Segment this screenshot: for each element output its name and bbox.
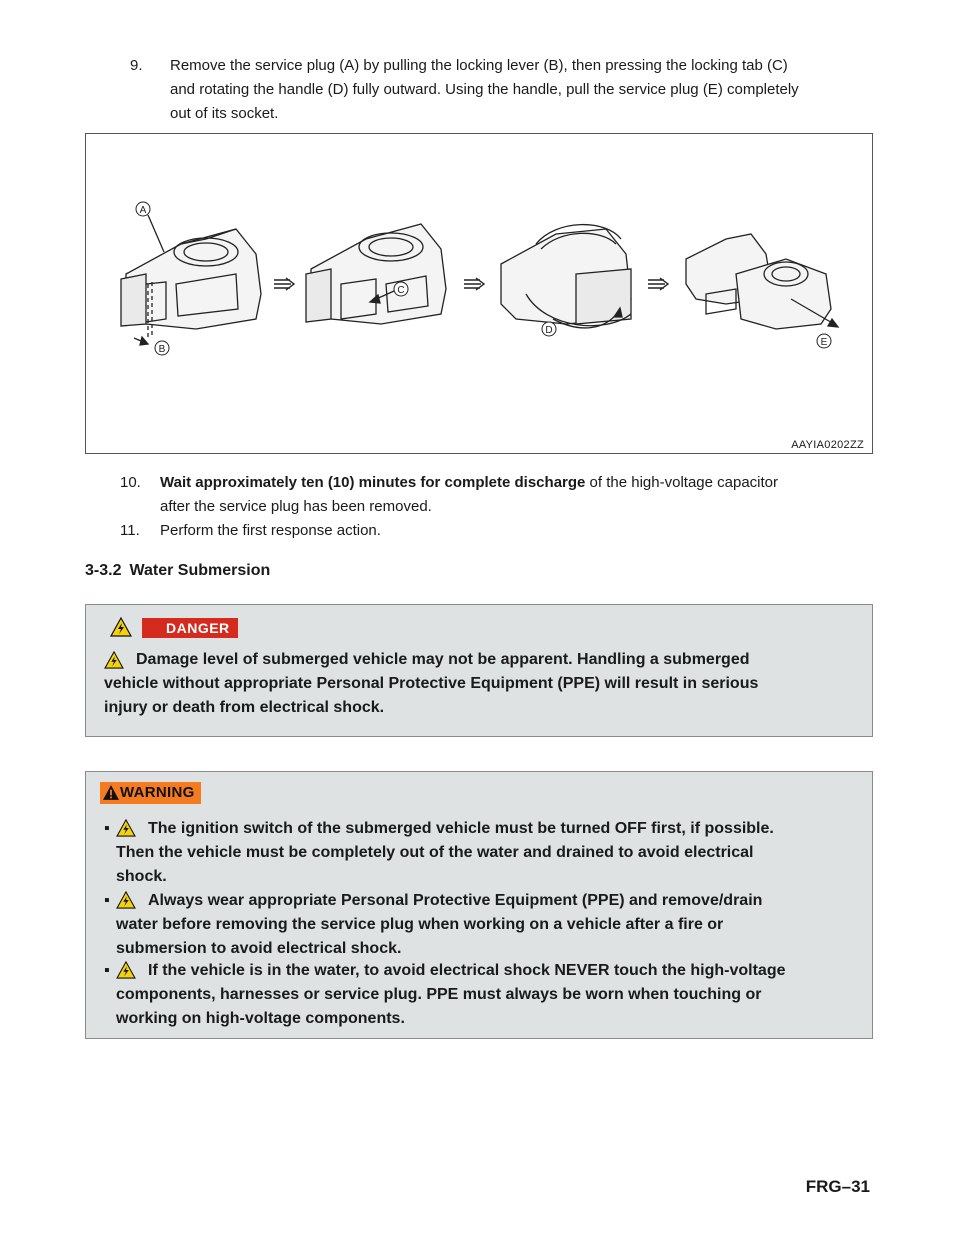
callout-d: D	[545, 325, 553, 336]
service-plug-illustration	[86, 134, 872, 453]
step-11	[120, 518, 890, 544]
callout-a: A	[139, 205, 147, 216]
high-voltage-icon	[110, 617, 132, 637]
step-text-line: out of its socket.	[170, 105, 279, 122]
danger-box	[85, 604, 873, 737]
step-text-line: Perform the first response action.	[160, 522, 381, 539]
step-text-line: Remove the service plug (A) by pulling the locking lever (B), then pressing the locking tab (C)	[170, 57, 788, 74]
warning-item-line: If the vehicle is in the water, to avoid electrical shock NEVER touch the high-voltage	[148, 962, 786, 979]
service-plug-removal-figure	[85, 133, 873, 454]
high-voltage-icon	[116, 891, 136, 909]
section-title: Water Submersion	[129, 562, 271, 579]
step-9	[130, 53, 890, 128]
warning-label-text: WARNING	[120, 784, 195, 801]
bullet: ▪	[104, 962, 110, 979]
warning-item-line: shock.	[116, 868, 167, 885]
warning-item-line: Then the vehicle must be completely out of the water and drained to avoid electrical	[116, 844, 754, 861]
step-text: of the high-voltage capacitor	[585, 474, 779, 491]
step-number: 10.	[120, 474, 141, 491]
warning-item-line: working on high-voltage components.	[116, 1010, 405, 1027]
bullet: ▪	[104, 892, 110, 909]
step-number: 11.	[120, 522, 140, 539]
figure-code: AAYIA0202ZZ	[791, 439, 864, 451]
plug-stage-3	[501, 225, 631, 326]
step-text-line: and rotating the handle (D) fully outward. Using the handle, pull the service plug (E) completely	[170, 81, 799, 98]
warning-item-line: components, harnesses or service plug. PPE must always be worn when touching or	[116, 986, 762, 1003]
danger-text-line: injury or death from electrical shock.	[104, 699, 385, 716]
plug-stage-1	[121, 229, 261, 339]
warning-item-line: Always wear appropriate Personal Protective Equipment (PPE) and remove/drain	[148, 892, 763, 909]
callout-c: C	[397, 285, 405, 296]
step-number: 9.	[130, 57, 143, 74]
high-voltage-icon	[116, 819, 136, 837]
step-text-line: after the service plug has been removed.	[160, 498, 432, 515]
warning-item-line: water before removing the service plug when working on a vehicle after a fire or	[116, 916, 724, 933]
warning-box	[85, 771, 873, 1039]
step-bold-text: Wait approximately ten (10) minutes for complete discharge	[160, 474, 586, 491]
warning-item-line: submersion to avoid electrical shock.	[116, 940, 402, 957]
step-text-line	[160, 470, 778, 495]
danger-text-line: vehicle without appropriate Personal Protective Equipment (PPE) will result in serious	[104, 675, 759, 692]
page-number: FRG–31	[805, 1177, 870, 1196]
warning-item-line: The ignition switch of the submerged vehicle must be turned OFF first, if possible.	[148, 820, 774, 837]
danger-text-line: Damage level of submerged vehicle may not be apparent. Handling a submerged	[136, 651, 750, 668]
danger-label	[142, 618, 238, 638]
section-number: 3-3.2	[85, 562, 122, 579]
callout-b: B	[158, 344, 166, 355]
warning-label	[100, 782, 201, 804]
section-heading	[85, 562, 278, 580]
bullet: ▪	[104, 820, 110, 837]
danger-label-text: DANGER	[166, 620, 230, 636]
plug-stage-4	[686, 234, 831, 329]
warning-triangle-icon	[103, 785, 119, 800]
high-voltage-icon	[116, 961, 136, 979]
plug-stage-2	[306, 224, 446, 324]
high-voltage-icon	[104, 651, 124, 669]
callout-e: E	[820, 337, 828, 348]
step-10	[120, 470, 890, 520]
